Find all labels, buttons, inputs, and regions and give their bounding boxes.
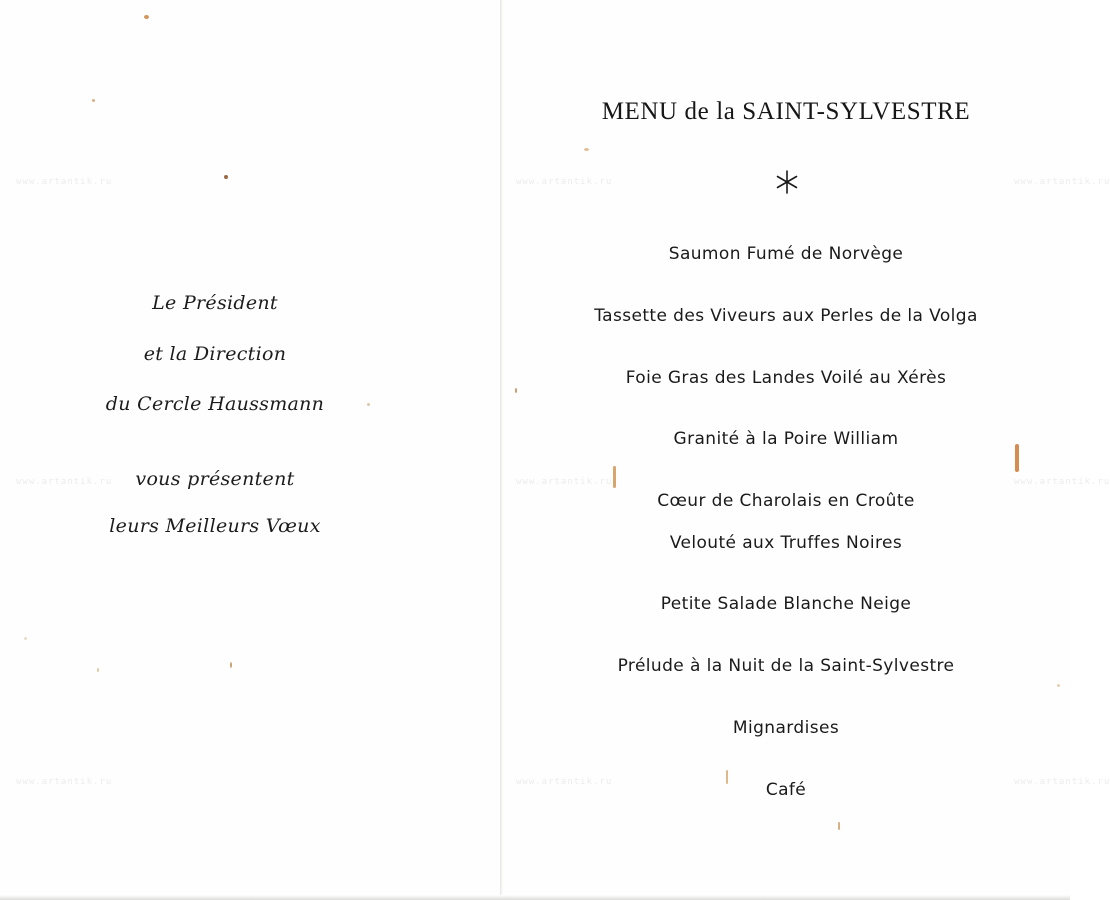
watermark-text: www.artantik.ru <box>1014 477 1110 487</box>
menu-item-veloute: Velouté aux Truffes Noires <box>669 533 903 553</box>
watermark-text: www.artantik.ru <box>516 477 613 487</box>
menu-item-tassette: Tassette des Viveurs aux Perles de la Volga <box>594 306 978 326</box>
menu-panel <box>503 0 1070 900</box>
paper-edge <box>0 895 1070 900</box>
greeting-line-presentent: vous présentent <box>135 468 295 490</box>
greeting-panel <box>0 0 500 900</box>
watermark-text: www.artantik.ru <box>1014 177 1110 187</box>
watermark-text: www.artantik.ru <box>516 777 613 787</box>
menu-item-cafe: Café <box>765 780 807 800</box>
greeting-line-direction: et la Direction <box>143 343 287 365</box>
watermark-text: www.artantik.ru <box>16 177 113 187</box>
menu-item-foie-gras: Foie Gras des Landes Voilé au Xérès <box>625 368 947 388</box>
greeting-line-voeux: leurs Meilleurs Vœux <box>109 515 321 537</box>
watermark-text: www.artantik.ru <box>516 177 613 187</box>
menu-item-granite: Granité à la Poire William <box>673 429 899 449</box>
watermark-text: www.artantik.ru <box>16 777 113 787</box>
menu-title: MENU de la SAINT-SYLVESTRE <box>601 98 971 125</box>
greeting-line-cercle: du Cercle Haussmann <box>105 393 325 415</box>
menu-item-mignardises: Mignardises <box>732 718 840 738</box>
asterisk-star-icon <box>773 168 801 196</box>
watermark-text: www.artantik.ru <box>16 477 113 487</box>
greeting-line-president: Le Président <box>152 292 278 314</box>
menu-item-prelude: Prélude à la Nuit de la Saint-Sylvestre <box>617 656 955 676</box>
menu-item-saumon: Saumon Fumé de Norvège <box>668 244 904 264</box>
watermark-text: www.artantik.ru <box>1014 777 1110 787</box>
menu-item-coeur-charolais: Cœur de Charolais en Croûte <box>657 491 915 511</box>
menu-item-salade: Petite Salade Blanche Neige <box>660 594 912 614</box>
